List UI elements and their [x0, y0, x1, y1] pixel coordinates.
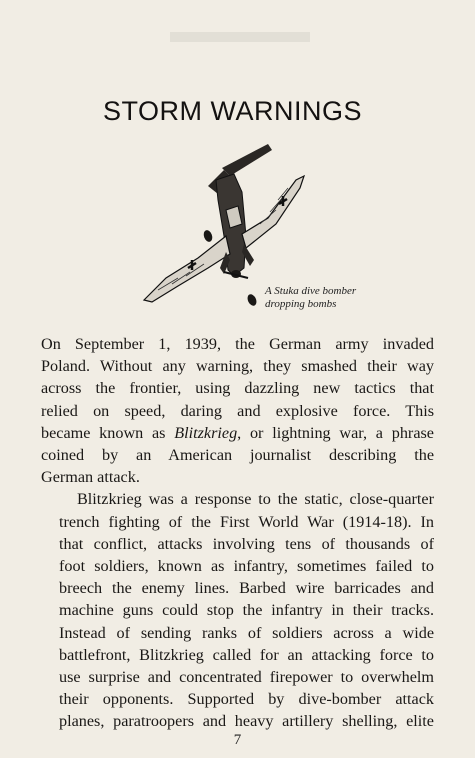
paragraph-2: [41, 488, 434, 732]
text-line: Poland. Without any warning, they smashed their way: [41, 357, 434, 376]
text-line: Blitzkrieg was a response to the static, close-quarter: [77, 490, 434, 509]
text-line: planes, paratroopers and heavy artillery shelling, elite: [59, 712, 434, 731]
text-line: became known as Blitzkrieg, or lightning war, a phrase: [41, 423, 434, 442]
body-text: [41, 333, 434, 733]
chapter-title: STORM WARNINGS: [103, 96, 363, 126]
text-line: coined by an American journalist describing the: [41, 446, 434, 465]
text-line: use surprise and concentrated firepower to overwhelm: [59, 668, 434, 687]
illustration-caption: [265, 285, 375, 311]
text-line: On September 1, 1939, the German army invaded: [41, 335, 434, 353]
text-line: across the frontier, using dazzling new tactics that: [41, 379, 434, 398]
text-line: machine guns could stop the infantry in their tracks.: [59, 601, 434, 620]
text-line: their opponents. Supported by dive-bomber attack: [59, 690, 434, 709]
text-line: relied on speed, daring and explosive force. This: [41, 401, 434, 420]
caption-line: A Stuka dive bomber: [265, 285, 357, 297]
caption-line: dropping bombs: [265, 298, 337, 310]
paragraph-1: [41, 333, 434, 488]
text-line: that conflict, attacks involving tens of thousands of: [59, 534, 434, 553]
italic-term: Blitzkrieg: [174, 423, 238, 442]
text-line: breech the enemy lines. Barbed wire barricades and: [59, 579, 434, 598]
text-line: trench fighting of the First World War (1914-18). In: [59, 512, 434, 531]
show-through-header: [170, 32, 310, 42]
text-line: Instead of sending ranks of soldiers across a wide: [59, 623, 434, 642]
text-line: battlefront, Blitzkrieg called for an attacking force to: [59, 645, 434, 664]
text-line: foot soldiers, known as infantry, sometimes failed to: [59, 557, 434, 576]
page-number: 7: [233, 732, 242, 748]
text-line: German attack.: [41, 468, 140, 487]
